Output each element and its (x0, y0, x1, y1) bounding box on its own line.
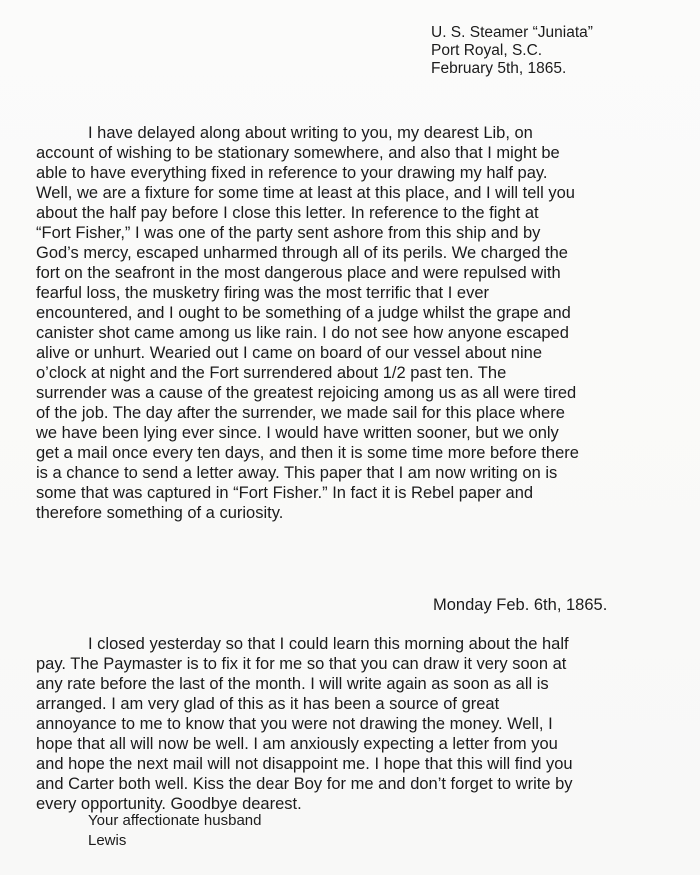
text-line: and hope the next mail will not disappoint me. I hope that this will find you (36, 755, 573, 773)
ship-name: U. S. Steamer “Juniata” (431, 24, 593, 41)
letter-date: February 5th, 1865. (431, 60, 567, 77)
second-date: Monday Feb. 6th, 1865. (433, 596, 608, 614)
closing-line: Your affectionate husband (88, 812, 262, 829)
text-line: arranged. I am very glad of this as it has been a source of great (36, 695, 500, 713)
text-line: about the half pay before I close this letter. In reference to the fight at (36, 204, 539, 222)
text-line: o’clock at night and the Fort surrendered about 1/2 past ten. The (36, 364, 507, 382)
text-line: fearful loss, the musketry firing was the most terrific that I ever (36, 284, 489, 302)
text-line: I have delayed along about writing to you, my dearest Lib, on (88, 124, 533, 142)
paragraph-first (36, 123, 579, 523)
text-line: canister shot came among us like rain. I do not see how anyone escaped (36, 324, 569, 342)
text-line: of the job. The day after the surrender, we made sail for this place where (36, 404, 565, 422)
text-line: God’s mercy, escaped unharmed through all of its perils. We charged the (36, 244, 568, 262)
signature-name: Lewis (88, 832, 127, 849)
text-line: we have been lying ever since. I would have written sooner, but we only (36, 424, 559, 442)
letter-heading (431, 24, 593, 78)
text-line: “Fort Fisher,” I was one of the party sent ashore from this ship and by (36, 224, 541, 242)
text-line: is a chance to send a letter away. This paper that I am now writing on is (36, 464, 558, 482)
text-line: able to have everything fixed in reference to your drawing my half pay. (36, 164, 548, 182)
text-line: therefore something of a curiosity. (36, 504, 284, 522)
paragraph-second (36, 634, 573, 814)
place-name: Port Royal, S.C. (431, 42, 543, 59)
text-line: encountered, and I ought to be something of a judge whilst the grape and (36, 304, 571, 322)
text-line: annoyance to me to know that you were not drawing the money. Well, I (36, 715, 553, 733)
text-line: any rate before the last of the month. I will write again as soon as all is (36, 675, 549, 693)
text-line: Well, we are a fixture for some time at least at this place, and I will tell you (36, 184, 575, 202)
text-line: surrender was a cause of the greatest rejoicing among us as all were tired (36, 384, 577, 402)
text-line: I closed yesterday so that I could learn this morning about the half (88, 635, 569, 653)
text-line: account of wishing to be stationary somewhere, and also that I might be (36, 144, 560, 162)
text-line: some that was captured in “Fort Fisher.” In fact it is Rebel paper and (36, 484, 534, 502)
text-line: and Carter both well. Kiss the dear Boy for me and don’t forget to write by (36, 775, 573, 793)
text-line: get a mail once every ten days, and then it is some time more before there (36, 444, 579, 462)
text-line: pay. The Paymaster is to fix it for me so that you can draw it very soon at (36, 655, 567, 673)
text-line: every opportunity. Goodbye dearest. (36, 795, 302, 813)
text-line: fort on the seafront in the most dangerous place and were repulsed with (36, 264, 561, 282)
text-line: alive or unhurt. Wearied out I came on board of our vessel about nine (36, 344, 542, 362)
text-line: hope that all will now be well. I am anxiously expecting a letter from you (36, 735, 558, 753)
